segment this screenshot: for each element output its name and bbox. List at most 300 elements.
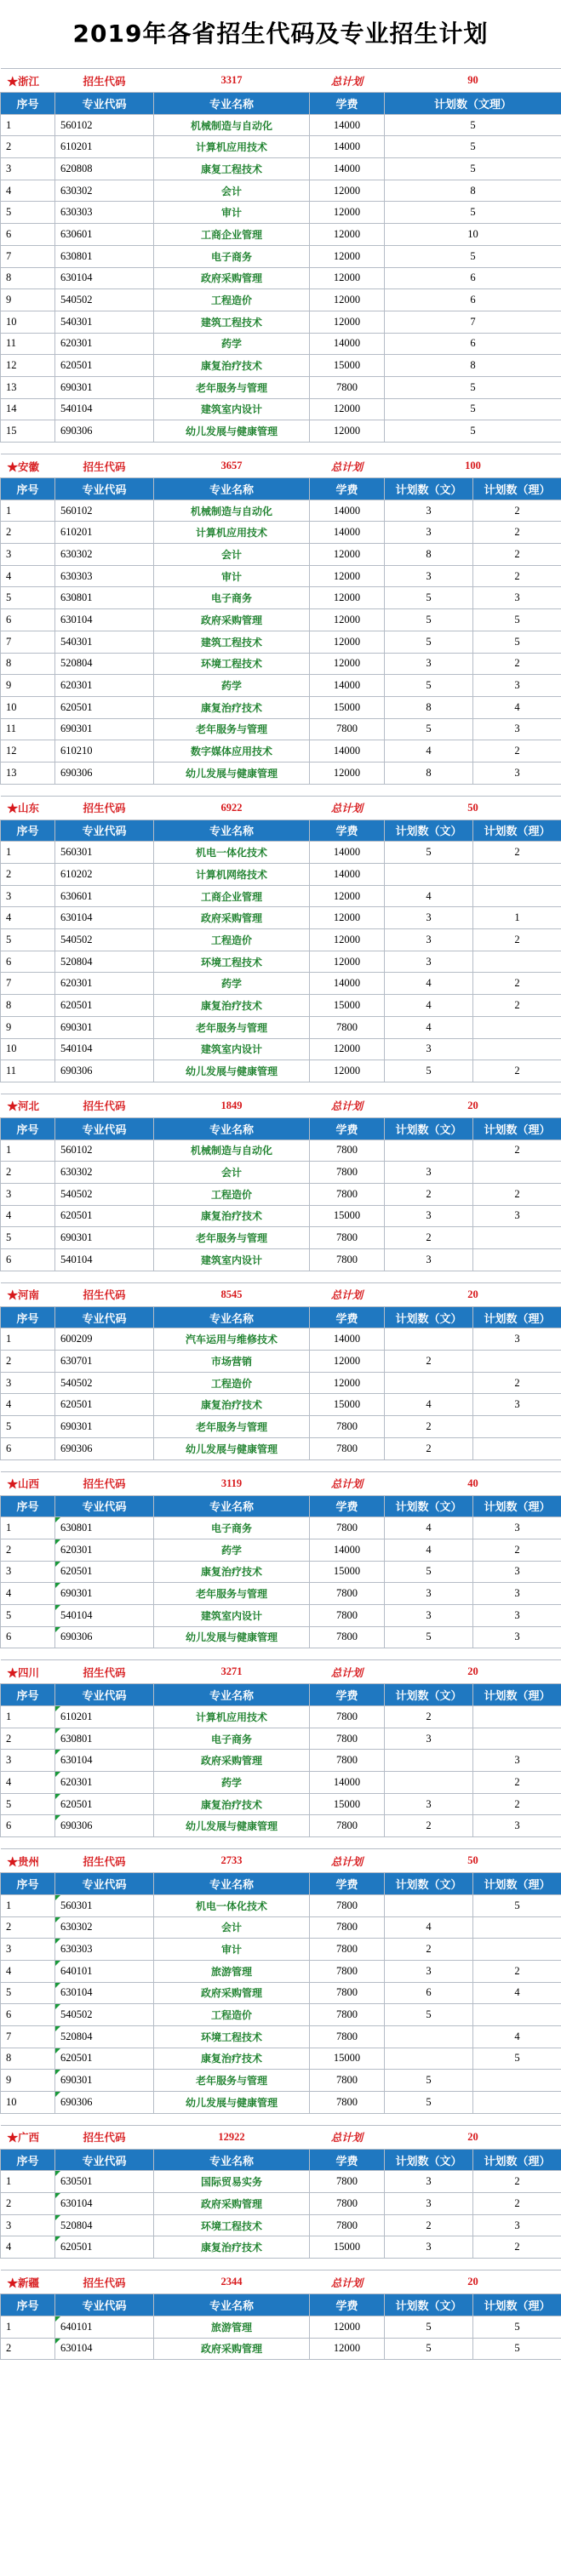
plan-science: 5 bbox=[473, 631, 561, 653]
plan-science: 2 bbox=[473, 1139, 561, 1162]
enrollment-code-label: 招生代码 bbox=[55, 1849, 154, 1873]
tuition: 14000 bbox=[310, 675, 385, 697]
plan-science bbox=[473, 1706, 561, 1728]
row-index: 14 bbox=[1, 398, 55, 420]
table-row bbox=[1, 1394, 561, 1416]
tuition: 7800 bbox=[310, 2214, 385, 2236]
enrollment-code-label: 招生代码 bbox=[55, 1471, 154, 1495]
plan-count: 7 bbox=[385, 311, 561, 333]
enrollment-code-value: 1849 bbox=[154, 1094, 310, 1117]
plan-science bbox=[473, 864, 561, 886]
tuition: 15000 bbox=[310, 2048, 385, 2070]
row-index: 4 bbox=[1, 1205, 55, 1227]
major-name: 电子商务 bbox=[154, 245, 310, 267]
major-code: 560301 bbox=[55, 842, 154, 864]
major-code: 620501 bbox=[55, 355, 154, 377]
header-major-name: 专业名称 bbox=[154, 2149, 310, 2171]
major-code: 690301 bbox=[55, 1416, 154, 1438]
row-index: 12 bbox=[1, 355, 55, 377]
tuition: 12000 bbox=[310, 2338, 385, 2360]
major-name: 康复治疗技术 bbox=[154, 995, 310, 1017]
major-name: 工程造价 bbox=[154, 1183, 310, 1205]
table-row bbox=[1, 2048, 561, 2070]
plan-arts: 6 bbox=[385, 1982, 473, 2004]
major-code: 620501 bbox=[55, 1205, 154, 1227]
table-row bbox=[1, 522, 561, 544]
plan-science: 3 bbox=[473, 1750, 561, 1772]
plan-science: 2 bbox=[473, 1539, 561, 1561]
major-name: 工程造价 bbox=[154, 929, 310, 951]
tuition: 15000 bbox=[310, 2236, 385, 2259]
tuition: 12000 bbox=[310, 289, 385, 311]
province-row bbox=[1, 1471, 561, 1495]
tuition: 7800 bbox=[310, 1016, 385, 1038]
header-plan-science: 计划数（理） bbox=[473, 1306, 561, 1328]
plan-arts: 3 bbox=[385, 500, 473, 522]
major-name: 审计 bbox=[154, 202, 310, 224]
plan-science: 3 bbox=[473, 675, 561, 697]
row-index: 1 bbox=[1, 1139, 55, 1162]
province-row bbox=[1, 2125, 561, 2149]
row-index: 13 bbox=[1, 762, 55, 784]
header-major-code: 专业代码 bbox=[55, 2149, 154, 2171]
tuition: 7800 bbox=[310, 1437, 385, 1459]
plan-science: 2 bbox=[473, 2171, 561, 2193]
row-index: 6 bbox=[1, 1249, 55, 1271]
plan-arts: 5 bbox=[385, 631, 473, 653]
major-name: 会计 bbox=[154, 544, 310, 566]
plan-arts: 3 bbox=[385, 1793, 473, 1815]
header-major-name: 专业名称 bbox=[154, 1684, 310, 1706]
plan-count: 10 bbox=[385, 224, 561, 246]
plan-science: 2 bbox=[473, 565, 561, 587]
plan-arts bbox=[385, 1328, 473, 1351]
table-row bbox=[1, 1728, 561, 1750]
major-code: 640101 bbox=[55, 1960, 154, 1982]
row-index: 4 bbox=[1, 907, 55, 929]
major-name: 康复治疗技术 bbox=[154, 696, 310, 718]
row-index: 7 bbox=[1, 2025, 55, 2048]
major-code: 630601 bbox=[55, 885, 154, 907]
plan-science: 2 bbox=[473, 544, 561, 566]
plan-arts bbox=[385, 1750, 473, 1772]
table-row bbox=[1, 929, 561, 951]
table-header-row bbox=[1, 1873, 561, 1895]
enrollment-code-value: 3657 bbox=[154, 454, 310, 478]
table-row bbox=[1, 907, 561, 929]
major-name: 计算机应用技术 bbox=[154, 522, 310, 544]
plan-science: 2 bbox=[473, 842, 561, 864]
total-plan-label: 总计划 bbox=[310, 1471, 385, 1495]
total-plan-value: 50 bbox=[385, 1849, 561, 1873]
total-plan-label: 总计划 bbox=[310, 1282, 385, 1306]
plan-science: 3 bbox=[473, 718, 561, 740]
table-row bbox=[1, 2070, 561, 2092]
plan-arts: 8 bbox=[385, 544, 473, 566]
tuition: 12000 bbox=[310, 631, 385, 653]
page-title: 2019年各省招生代码及专业招生计划 bbox=[72, 20, 489, 48]
row-index: 1 bbox=[1, 2316, 55, 2338]
plan-science: 2 bbox=[473, 995, 561, 1017]
plan-arts: 2 bbox=[385, 1706, 473, 1728]
tuition: 7800 bbox=[310, 1939, 385, 1961]
row-index: 2 bbox=[1, 2193, 55, 2215]
major-name: 康复治疗技术 bbox=[154, 2048, 310, 2070]
row-index: 1 bbox=[1, 1706, 55, 1728]
province-name: ★安徽 bbox=[1, 454, 55, 478]
major-name: 建筑室内设计 bbox=[154, 398, 310, 420]
major-name: 工商企业管理 bbox=[154, 885, 310, 907]
major-code: 630104 bbox=[55, 1750, 154, 1772]
enrollment-code-label: 招生代码 bbox=[55, 1660, 154, 1684]
major-name: 旅游管理 bbox=[154, 1960, 310, 1982]
tuition: 14000 bbox=[310, 1772, 385, 1794]
row-index: 5 bbox=[1, 1793, 55, 1815]
table-header-row bbox=[1, 820, 561, 842]
row-index: 1 bbox=[1, 2171, 55, 2193]
header-plan-arts: 计划数（文） bbox=[385, 2294, 473, 2316]
table-row bbox=[1, 2214, 561, 2236]
tuition: 15000 bbox=[310, 1205, 385, 1227]
row-index: 4 bbox=[1, 1583, 55, 1605]
header-index: 序号 bbox=[1, 1873, 55, 1895]
row-index: 2 bbox=[1, 2338, 55, 2360]
plan-arts: 3 bbox=[385, 653, 473, 675]
plan-science: 2 bbox=[473, 522, 561, 544]
major-name: 幼儿发展与健康管理 bbox=[154, 1815, 310, 1837]
plan-science bbox=[473, 1416, 561, 1438]
plan-count: 5 bbox=[385, 136, 561, 158]
major-code: 520804 bbox=[55, 2025, 154, 2048]
tuition: 7800 bbox=[310, 1183, 385, 1205]
table-row bbox=[1, 1016, 561, 1038]
province-name: ★浙江 bbox=[1, 69, 55, 93]
row-index: 8 bbox=[1, 653, 55, 675]
table-row bbox=[1, 631, 561, 653]
tuition: 12000 bbox=[310, 1038, 385, 1060]
header-tuition: 学费 bbox=[310, 2149, 385, 2171]
tuition: 14000 bbox=[310, 522, 385, 544]
row-index: 8 bbox=[1, 2048, 55, 2070]
tuition: 12000 bbox=[310, 398, 385, 420]
plan-count: 5 bbox=[385, 398, 561, 420]
table-row bbox=[1, 1583, 561, 1605]
table-row bbox=[1, 1416, 561, 1438]
major-name: 数字媒体应用技术 bbox=[154, 740, 310, 763]
header-index: 序号 bbox=[1, 1495, 55, 1517]
tuition: 7800 bbox=[310, 1249, 385, 1271]
plan-count: 8 bbox=[385, 355, 561, 377]
major-code: 690306 bbox=[55, 1060, 154, 1082]
major-code: 540502 bbox=[55, 1183, 154, 1205]
major-name: 幼儿发展与健康管理 bbox=[154, 762, 310, 784]
row-index: 8 bbox=[1, 267, 55, 289]
header-plan-science: 计划数（理） bbox=[473, 1495, 561, 1517]
header-major-name: 专业名称 bbox=[154, 1495, 310, 1517]
plan-science bbox=[473, 1038, 561, 1060]
plan-science: 2 bbox=[473, 929, 561, 951]
tuition: 12000 bbox=[310, 544, 385, 566]
major-name: 幼儿发展与健康管理 bbox=[154, 1626, 310, 1648]
major-name: 会计 bbox=[154, 1916, 310, 1939]
major-name: 计算机应用技术 bbox=[154, 1706, 310, 1728]
major-name: 康复治疗技术 bbox=[154, 1793, 310, 1815]
tuition: 12000 bbox=[310, 1372, 385, 1394]
tuition: 14000 bbox=[310, 740, 385, 763]
header-major-name: 专业名称 bbox=[154, 1306, 310, 1328]
row-index: 4 bbox=[1, 180, 55, 202]
plan-science: 3 bbox=[473, 1583, 561, 1605]
tuition: 12000 bbox=[310, 609, 385, 631]
major-code: 630104 bbox=[55, 1982, 154, 2004]
plan-arts: 5 bbox=[385, 2092, 473, 2114]
total-plan-label: 总计划 bbox=[310, 796, 385, 820]
plan-science: 3 bbox=[473, 1517, 561, 1539]
major-name: 康复治疗技术 bbox=[154, 1561, 310, 1583]
row-index: 6 bbox=[1, 1437, 55, 1459]
row-index: 4 bbox=[1, 565, 55, 587]
province-name: ★河北 bbox=[1, 1094, 55, 1117]
major-code: 630302 bbox=[55, 1916, 154, 1939]
major-name: 老年服务与管理 bbox=[154, 1416, 310, 1438]
header-index: 序号 bbox=[1, 1117, 55, 1139]
row-index: 5 bbox=[1, 1416, 55, 1438]
plan-science bbox=[473, 1162, 561, 1184]
table-row bbox=[1, 2171, 561, 2193]
major-code: 690301 bbox=[55, 2070, 154, 2092]
table-row bbox=[1, 1227, 561, 1249]
row-index: 11 bbox=[1, 333, 55, 355]
major-code: 620301 bbox=[55, 1772, 154, 1794]
table-row bbox=[1, 718, 561, 740]
major-code: 690301 bbox=[55, 718, 154, 740]
major-code: 620301 bbox=[55, 1539, 154, 1561]
plan-arts: 5 bbox=[385, 718, 473, 740]
plan-arts: 3 bbox=[385, 1583, 473, 1605]
table-row bbox=[1, 2316, 561, 2338]
province-row bbox=[1, 69, 561, 93]
plan-count: 6 bbox=[385, 333, 561, 355]
total-plan-value: 90 bbox=[385, 69, 561, 93]
plan-arts bbox=[385, 2048, 473, 2070]
plan-science bbox=[473, 1249, 561, 1271]
plan-arts: 2 bbox=[385, 2214, 473, 2236]
major-code: 630801 bbox=[55, 1517, 154, 1539]
plan-count: 8 bbox=[385, 180, 561, 202]
row-index: 5 bbox=[1, 202, 55, 224]
major-code: 690301 bbox=[55, 1227, 154, 1249]
plan-science: 3 bbox=[473, 1561, 561, 1583]
section-gap bbox=[1, 1837, 561, 1849]
header-major-name: 专业名称 bbox=[154, 2294, 310, 2316]
header-plan-science: 计划数（理） bbox=[473, 1117, 561, 1139]
major-code: 620301 bbox=[55, 333, 154, 355]
plan-science bbox=[473, 1016, 561, 1038]
plan-science: 3 bbox=[473, 1394, 561, 1416]
tuition: 15000 bbox=[310, 1793, 385, 1815]
total-plan-label: 总计划 bbox=[310, 1660, 385, 1684]
plan-science: 5 bbox=[473, 2338, 561, 2360]
major-code: 630701 bbox=[55, 1351, 154, 1373]
row-index: 5 bbox=[1, 1604, 55, 1626]
section-gap bbox=[1, 1459, 561, 1471]
major-code: 540502 bbox=[55, 2004, 154, 2026]
table-row bbox=[1, 1139, 561, 1162]
tuition: 12000 bbox=[310, 245, 385, 267]
table-row bbox=[1, 1038, 561, 1060]
major-code: 640101 bbox=[55, 2316, 154, 2338]
row-index: 4 bbox=[1, 1960, 55, 1982]
table-row bbox=[1, 1249, 561, 1271]
row-index: 2 bbox=[1, 1162, 55, 1184]
province-row bbox=[1, 1849, 561, 1873]
tuition: 14000 bbox=[310, 114, 385, 136]
major-name: 建筑室内设计 bbox=[154, 1249, 310, 1271]
major-name: 机械制造与自动化 bbox=[154, 500, 310, 522]
plan-arts: 5 bbox=[385, 1060, 473, 1082]
tuition: 7800 bbox=[310, 1517, 385, 1539]
table-row bbox=[1, 973, 561, 995]
header-major-name: 专业名称 bbox=[154, 1117, 310, 1139]
tuition: 7800 bbox=[310, 2070, 385, 2092]
enrollment-code-label: 招生代码 bbox=[55, 69, 154, 93]
tuition: 12000 bbox=[310, 2316, 385, 2338]
province-row bbox=[1, 1660, 561, 1684]
plan-arts: 5 bbox=[385, 2070, 473, 2092]
major-code: 690306 bbox=[55, 2092, 154, 2114]
table-header-row bbox=[1, 478, 561, 500]
plan-science bbox=[473, 1351, 561, 1373]
major-name: 老年服务与管理 bbox=[154, 1227, 310, 1249]
tuition: 15000 bbox=[310, 1394, 385, 1416]
tuition: 14000 bbox=[310, 1539, 385, 1561]
table-row bbox=[1, 333, 561, 355]
tuition: 7800 bbox=[310, 1960, 385, 1982]
province-name: ★山东 bbox=[1, 796, 55, 820]
row-index: 6 bbox=[1, 1815, 55, 1837]
table-row bbox=[1, 587, 561, 609]
plan-count: 5 bbox=[385, 202, 561, 224]
plan-arts: 5 bbox=[385, 842, 473, 864]
major-code: 560102 bbox=[55, 114, 154, 136]
tuition: 12000 bbox=[310, 929, 385, 951]
row-index: 2 bbox=[1, 136, 55, 158]
tuition: 12000 bbox=[310, 267, 385, 289]
tuition: 7800 bbox=[310, 718, 385, 740]
section-gap bbox=[1, 1648, 561, 1660]
table-row bbox=[1, 1205, 561, 1227]
plan-science bbox=[473, 1728, 561, 1750]
major-code: 690301 bbox=[55, 1583, 154, 1605]
table-row bbox=[1, 609, 561, 631]
table-row bbox=[1, 1960, 561, 1982]
tuition: 12000 bbox=[310, 224, 385, 246]
plan-science: 3 bbox=[473, 1604, 561, 1626]
plan-science: 1 bbox=[473, 907, 561, 929]
plan-arts bbox=[385, 1139, 473, 1162]
major-code: 560102 bbox=[55, 500, 154, 522]
plan-arts: 2 bbox=[385, 1416, 473, 1438]
major-code: 620301 bbox=[55, 973, 154, 995]
enrollment-code-label: 招生代码 bbox=[55, 796, 154, 820]
table-row bbox=[1, 885, 561, 907]
table-row bbox=[1, 1815, 561, 1837]
province-name: ★河南 bbox=[1, 1282, 55, 1306]
plan-arts: 3 bbox=[385, 565, 473, 587]
tuition: 7800 bbox=[310, 1916, 385, 1939]
plan-science: 3 bbox=[473, 1626, 561, 1648]
major-code: 610201 bbox=[55, 1706, 154, 1728]
row-index: 1 bbox=[1, 1894, 55, 1916]
major-name: 政府采购管理 bbox=[154, 1750, 310, 1772]
tuition: 7800 bbox=[310, 1894, 385, 1916]
major-name: 康复治疗技术 bbox=[154, 2236, 310, 2259]
province-name: ★新疆 bbox=[1, 2270, 55, 2294]
major-code: 630303 bbox=[55, 1939, 154, 1961]
total-plan-value: 20 bbox=[385, 2125, 561, 2149]
header-plan-combined: 计划数（文理） bbox=[385, 93, 561, 115]
table-header-row bbox=[1, 1495, 561, 1517]
major-name: 药学 bbox=[154, 973, 310, 995]
row-index: 7 bbox=[1, 245, 55, 267]
plan-count: 5 bbox=[385, 376, 561, 398]
plan-science: 2 bbox=[473, 653, 561, 675]
plan-science: 2 bbox=[473, 740, 561, 763]
plan-arts: 2 bbox=[385, 1183, 473, 1205]
tuition: 7800 bbox=[310, 2171, 385, 2193]
table-row bbox=[1, 224, 561, 246]
plan-arts: 2 bbox=[385, 1227, 473, 1249]
major-name: 药学 bbox=[154, 675, 310, 697]
major-code: 630801 bbox=[55, 1728, 154, 1750]
major-name: 国际贸易实务 bbox=[154, 2171, 310, 2193]
major-code: 630801 bbox=[55, 587, 154, 609]
row-index: 6 bbox=[1, 1626, 55, 1648]
tuition: 12000 bbox=[310, 951, 385, 973]
table-row bbox=[1, 114, 561, 136]
total-plan-value: 20 bbox=[385, 1660, 561, 1684]
table-row bbox=[1, 1328, 561, 1351]
plan-arts: 4 bbox=[385, 995, 473, 1017]
plan-arts: 5 bbox=[385, 1561, 473, 1583]
major-name: 旅游管理 bbox=[154, 2316, 310, 2338]
plan-arts bbox=[385, 864, 473, 886]
major-name: 电子商务 bbox=[154, 1728, 310, 1750]
major-code: 620501 bbox=[55, 1561, 154, 1583]
tuition: 15000 bbox=[310, 355, 385, 377]
row-index: 2 bbox=[1, 1728, 55, 1750]
header-major-name: 专业名称 bbox=[154, 93, 310, 115]
row-index: 3 bbox=[1, 1372, 55, 1394]
tuition: 7800 bbox=[310, 1139, 385, 1162]
major-code: 690301 bbox=[55, 376, 154, 398]
major-code: 630104 bbox=[55, 907, 154, 929]
tuition: 7800 bbox=[310, 2092, 385, 2114]
plan-arts: 3 bbox=[385, 522, 473, 544]
row-index: 10 bbox=[1, 2092, 55, 2114]
plan-science: 2 bbox=[473, 1793, 561, 1815]
header-tuition: 学费 bbox=[310, 1684, 385, 1706]
header-plan-science: 计划数（理） bbox=[473, 2294, 561, 2316]
major-name: 建筑工程技术 bbox=[154, 311, 310, 333]
header-plan-science: 计划数（理） bbox=[473, 1873, 561, 1895]
header-plan-arts: 计划数（文） bbox=[385, 1117, 473, 1139]
plan-arts: 4 bbox=[385, 1016, 473, 1038]
table-row bbox=[1, 696, 561, 718]
total-plan-value: 50 bbox=[385, 796, 561, 820]
major-name: 建筑工程技术 bbox=[154, 631, 310, 653]
plan-science: 3 bbox=[473, 587, 561, 609]
